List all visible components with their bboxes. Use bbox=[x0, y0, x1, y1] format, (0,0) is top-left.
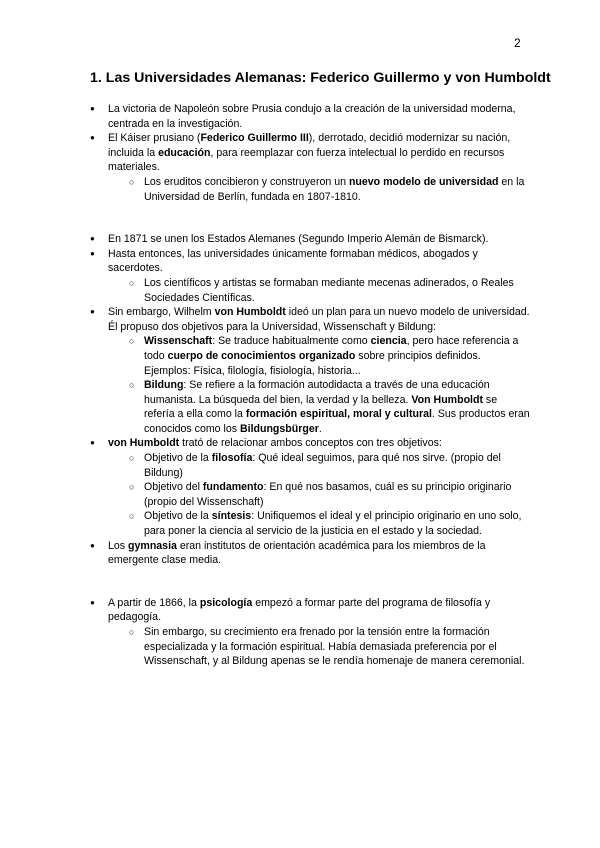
bullet-list-napoleon bbox=[90, 102, 530, 204]
section-spacer bbox=[90, 204, 530, 232]
bold-text: fundamento bbox=[202, 481, 264, 494]
bold-text: síntesis bbox=[211, 510, 252, 523]
text-run: Hasta entonces, las universidades únicamente formaban médicos, abogados y sacerdotes. bbox=[108, 247, 478, 275]
bullet-item bbox=[90, 539, 530, 568]
bold-text: cuerpo de conocimientos organizado bbox=[167, 349, 356, 362]
document-body bbox=[90, 102, 530, 669]
text-run: en la Universidad de Berlín, fundada en 1807-1810. bbox=[144, 175, 525, 203]
bullet-item bbox=[90, 596, 530, 625]
text-run: : Unifiquemos el ideal y el principio originario en uno solo, para poner la ciencia al servicio de la justicia en el estado y la sociedad. bbox=[144, 510, 522, 538]
section-heading: 1. Las Universidades Alemanas: Federico Guillermo y von Humboldt bbox=[90, 70, 551, 86]
sub-bullet-item bbox=[90, 175, 530, 204]
text-run: Los bbox=[108, 539, 129, 552]
bullet-item bbox=[90, 131, 530, 175]
bullet-item bbox=[90, 247, 530, 276]
text-run: : En qué nos basamos, cuál es su principio originario (propio del Wissenschaft) bbox=[144, 481, 512, 508]
bold-text: ciencia bbox=[370, 335, 407, 348]
text-run: La victoria de Napoleón sobre Prusia condujo a la creación de la universidad moderna, centrada en la investigación. bbox=[108, 103, 516, 130]
bullet-list-humboldt bbox=[90, 232, 530, 568]
text-run: Los eruditos concibieron y construyeron un bbox=[144, 175, 349, 188]
bold-text: gymnasia bbox=[128, 539, 177, 552]
page-number: 2 bbox=[514, 36, 521, 50]
bullet-item bbox=[90, 232, 530, 247]
bold-text: Bildung bbox=[144, 379, 184, 392]
bullet-item bbox=[90, 436, 530, 451]
text-run: , para reemplazar con fuerza intelectual lo perdido en recursos materiales. bbox=[108, 146, 505, 174]
bold-text: psicología bbox=[199, 596, 253, 609]
text-run: Objetivo de la bbox=[144, 452, 212, 465]
text-run: . Sus productos eran conocidos como los bbox=[144, 408, 530, 435]
bullet-item bbox=[90, 102, 530, 131]
text-run: trató de relacionar ambos conceptos con tres objetivos: bbox=[179, 437, 442, 450]
bold-text: Von Humboldt bbox=[411, 393, 483, 406]
bold-text: educación bbox=[158, 146, 211, 159]
text-run: Sin embargo, Wilhelm bbox=[108, 306, 215, 319]
sub-bullet-item bbox=[90, 480, 530, 509]
bullet-list-psicologia bbox=[90, 596, 530, 669]
text-run: eran institutos de orientación académica para los miembros de la emergente clase media. bbox=[108, 539, 486, 567]
text-run: A partir de 1866, la bbox=[108, 596, 200, 609]
text-run: : Se traduce habitualmente como bbox=[212, 335, 371, 348]
text-run: sobre principios definidos. Ejemplos: Física, filología, fisiología, historia... bbox=[144, 349, 481, 377]
text-run: En 1871 se unen los Estados Alemanes (Segundo Imperio Alemán de Bismarck). bbox=[108, 233, 489, 246]
text-run: Los científicos y artistas se formaban mediante mecenas adinerados, o Reales Sociedades Científicas. bbox=[144, 276, 514, 304]
bold-text: Bildungsbürger bbox=[239, 422, 319, 435]
bold-text: filosofía bbox=[211, 452, 253, 465]
sub-bullet-item bbox=[90, 334, 530, 378]
text-run: empezó a formar parte del programa de filosofía y pedagogía. bbox=[108, 596, 491, 624]
text-run: Objetivo de la bbox=[144, 510, 212, 523]
text-run: ), derrotado, decidió modernizar su nación, incluida la bbox=[108, 132, 511, 159]
bullet-item bbox=[90, 305, 530, 334]
text-run: Sin embargo, su crecimiento era frenado por la tensión entre la formación especializada y la formación espiritual. Había demasiada preferencia por el Wissenschaft, y al Bildung apenas se le rendía homenaje de manera ceremonial. bbox=[144, 626, 525, 668]
sub-bullet-item bbox=[90, 625, 530, 669]
text-run: . bbox=[318, 422, 322, 435]
sub-bullet-item bbox=[90, 509, 530, 538]
text-run: : Qué ideal seguimos, para qué nos sirve. (propio del Bildung) bbox=[144, 452, 501, 479]
text-run: ideó un plan para un nuevo modelo de universidad. Él propuso dos objetivos para la Universidad, Wissenschaft y Bildung: bbox=[108, 306, 530, 333]
sub-bullet-item bbox=[90, 451, 530, 480]
bold-text: Wissenschaft bbox=[144, 335, 213, 348]
sub-bullet-item bbox=[90, 276, 530, 305]
text-run: se refería a ella como la bbox=[144, 393, 498, 421]
text-run: Objetivo del bbox=[144, 481, 203, 494]
bold-text: Federico Guillermo III bbox=[200, 132, 309, 145]
bold-text: formación espiritual, moral y cultural bbox=[245, 408, 432, 421]
bold-text: von Humboldt bbox=[108, 437, 180, 450]
text-run: : Se refiere a la formación autodidacta a través de una educación humanista. La búsqueda del bien, la verdad y la belleza. bbox=[144, 379, 490, 406]
text-run: El Káiser prusiano ( bbox=[108, 132, 201, 145]
sub-bullet-item bbox=[90, 378, 530, 436]
text-run: , pero hace referencia a todo bbox=[144, 335, 519, 362]
section-spacer bbox=[90, 568, 530, 596]
bold-text: nuevo modelo de universidad bbox=[348, 175, 499, 188]
bold-text: von Humboldt bbox=[214, 306, 286, 319]
